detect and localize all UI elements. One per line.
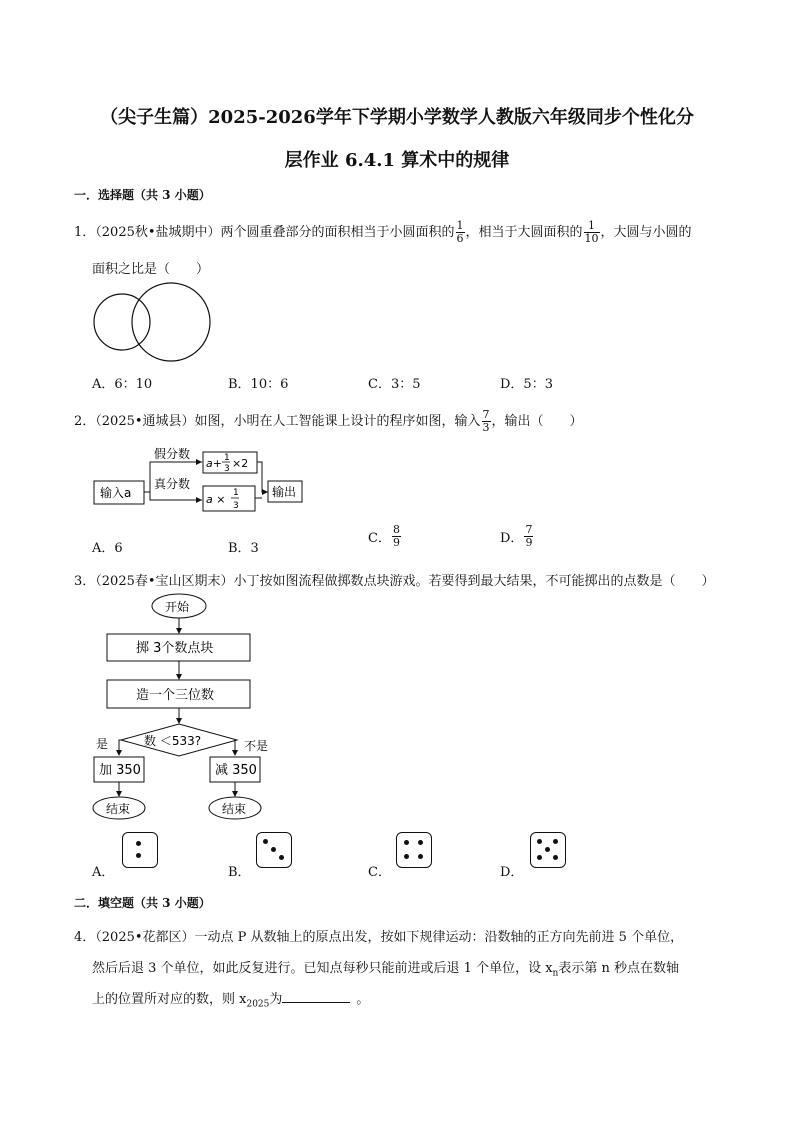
flow-subtract-label: 减 350 <box>215 763 257 778</box>
arrow-top <box>196 459 202 465</box>
page-title-line2: 层作业 6.4.1 算术中的规律 <box>284 150 510 171</box>
box-bottom-a: a × <box>206 493 226 506</box>
q2-prefix: 2．（2025•通城县）如图，小明在人工智能课上设计的程序如图，输入 <box>74 414 481 429</box>
box-top-num: 1 <box>224 453 230 463</box>
q2-suffix: ，输出（ ） <box>491 414 583 429</box>
q2-option-d[interactable]: D． $\frac{7}{9}$ <box>500 523 533 549</box>
q3-option-c[interactable]: C． <box>368 865 391 880</box>
flow-step2-label: 造一个三位数 <box>136 688 215 703</box>
q2-option-a[interactable]: A．6 <box>92 541 123 556</box>
q3-option-d[interactable]: D． <box>500 865 524 880</box>
q3-option-c-die-icon[interactable] <box>396 832 432 868</box>
flow-decision-label: 数 ＜533? <box>144 734 202 748</box>
q2-fraction: $\frac{7}{3}$ <box>482 408 490 434</box>
flow-no-label: 不是 <box>244 739 269 753</box>
q2-option-c[interactable]: C． $\frac{8}{9}$ <box>368 523 400 549</box>
flow-start-label: 开始 <box>165 600 190 614</box>
q2-option-b[interactable]: B．3 <box>228 541 259 556</box>
flow-add-label: 加 350 <box>99 763 141 778</box>
arrow-output <box>262 489 268 495</box>
question-3-text: 3．（2025春•宝山区期末）小丁按如图流程做掷数点块游戏。若要得到最大结果，不可能掷出的点数是（ ） <box>74 574 715 589</box>
q3-option-d-die-icon[interactable] <box>530 832 566 868</box>
output-label: 输出 <box>272 485 297 499</box>
q3-flowchart <box>88 592 288 824</box>
q3-option-a[interactable]: A． <box>92 865 115 880</box>
merge-top-line <box>257 462 268 492</box>
q1-fraction-2: $\frac{1}{10}$ <box>584 219 599 245</box>
large-circle <box>132 283 210 361</box>
input-label: 输入a <box>100 486 132 500</box>
flow-end-right-label: 结束 <box>222 802 247 816</box>
q1-mid: ，相当于大圆面积的 <box>465 225 583 240</box>
q2-program-diagram <box>90 440 320 520</box>
question-4-line2: 然后后退 3 个单位，如此反复进行。已知点每秒只能前进或后退 1 个单位，设 $x_n$表示第 n 秒点在数轴 <box>92 961 679 979</box>
branch-bottom-label: 真分数 <box>154 477 191 491</box>
question-2-line1 <box>74 409 583 434</box>
arrow-bottom <box>196 497 202 503</box>
flow-yes-label: 是 <box>96 737 109 751</box>
question-1-line2: 面积之比是（ ） <box>92 262 210 277</box>
q1-option-c[interactable]: C．3：5 <box>368 377 421 392</box>
q4-answer-blank[interactable] <box>282 990 350 1003</box>
q1-fraction-1: $\frac{1}{6}$ <box>456 219 464 245</box>
box-top-den: 3 <box>224 464 230 474</box>
flow-end-left-label: 结束 <box>106 802 131 816</box>
branch-bottom-line <box>150 492 202 500</box>
q1-prefix: 1．（2025秋•盐城期中）两个圆重叠部分的面积相当于小圆面积的 <box>74 225 455 240</box>
q3-option-b[interactable]: B． <box>228 865 251 880</box>
q1-option-a[interactable]: A．6：10 <box>92 377 153 392</box>
q1-overlapping-circles-figure <box>88 278 218 370</box>
q2-option-c-fraction: $\frac{8}{9}$ <box>392 523 400 549</box>
q1-option-b[interactable]: B．10：6 <box>228 377 289 392</box>
q1-option-d[interactable]: D．5：3 <box>500 377 553 392</box>
q3-option-b-die-icon[interactable] <box>256 832 292 868</box>
box-top-b: ×2 <box>232 457 249 470</box>
flow-step1-label: 掷 3个数点块 <box>136 641 214 656</box>
small-circle <box>94 294 150 350</box>
box-top-a: a+ <box>206 457 222 470</box>
page-title-line1: （尖子生篇）2025-2026学年下学期小学数学人教版六年级同步个性化分 <box>100 107 694 128</box>
branch-top-label: 假分数 <box>154 447 191 461</box>
question-4-line3: 上的位置所对应的数，则 $x_{2025}$为 。 <box>92 992 370 1010</box>
q2-option-d-fraction: $\frac{7}{9}$ <box>525 523 533 549</box>
box-bottom-den: 3 <box>233 501 239 511</box>
question-1-line1 <box>74 220 692 245</box>
question-4-line1: 4．（2025•花都区）一动点 P 从数轴上的原点出发，按如下规律运动：沿数轴的正方向先前进 5 个单位， <box>74 930 684 945</box>
section-choice-heading: 一．选择题（共 3 小题） <box>74 188 211 202</box>
q1-suffix: ，大圆与小圆的 <box>600 225 692 240</box>
q3-option-a-die-icon[interactable] <box>122 832 158 868</box>
box-bottom-num: 1 <box>233 488 239 498</box>
section-fill-heading: 二．填空题（共 3 小题） <box>74 896 211 910</box>
